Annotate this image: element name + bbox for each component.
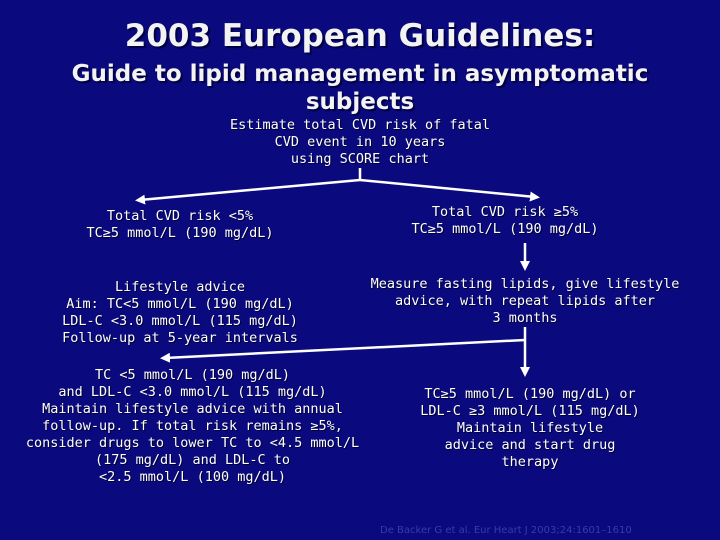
citation: De Backer G et al. Eur Heart J 2003;24:1601–1610	[380, 525, 632, 536]
slide-subtitle: Guide to lipid management in asymptomatic subjects	[71, 61, 649, 115]
node-drug-therapy: TC≥5 mmol/L (190 mg/dL) or LDL-C ≥3 mmol/L (115 mg/dL) Maintain lifestyle advice and start drug therapy	[420, 386, 640, 470]
arrow-split-right	[360, 180, 535, 197]
node-high-risk: Total CVD risk ≥5% TC≥5 mmol/L (190 mg/dL)	[411, 204, 599, 237]
arrow-measure-left	[165, 340, 525, 358]
node-lifestyle-advice: Lifestyle advice Aim: TC<5 mmol/L (190 mg/dL) LDL-C <3.0 mmol/L (115 mg/dL) Follow-up at 5-year intervals	[62, 279, 298, 346]
slide-title: 2003 European Guidelines:	[124, 18, 596, 54]
node-measure-lipids: Measure fasting lipids, give lifestyle advice, with repeat lipids after 3 months	[370, 276, 680, 326]
node-on-target: TC <5 mmol/L (190 mg/dL) and LDL-C <3.0 mmol/L (115 mg/dL) Maintain lifestyle advice with annual follow-up. If total risk remains ≥5%, consider drugs to lower TC to <4.5 mmol/L (175 mg/dL) and LDL-C to <2.5 mmol/L (100 mg/dL)	[25, 367, 360, 485]
node-low-risk: Total CVD risk <5% TC≥5 mmol/L (190 mg/dL)	[86, 208, 274, 241]
arrow-split-left	[140, 180, 360, 200]
node-estimate-risk: Estimate total CVD risk of fatal CVD event in 10 years using SCORE chart	[229, 117, 491, 167]
